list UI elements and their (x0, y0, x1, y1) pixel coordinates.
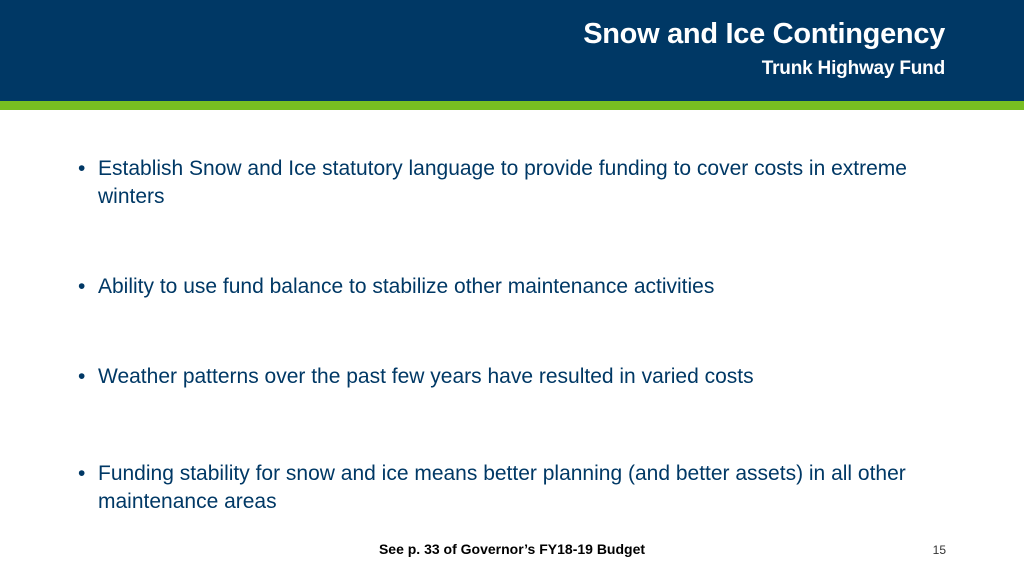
header-bar (0, 0, 1024, 101)
bullet-marker: • (78, 157, 86, 180)
bullet-text: Weather patterns over the past few years have resulted in varied costs (98, 365, 754, 388)
bullet-text: Establish Snow and Ice statutory language to provide funding to cover costs in extreme winters (98, 157, 907, 208)
bullet-item (78, 273, 958, 301)
slide-title: Snow and Ice Contingency (583, 18, 945, 50)
slide-subtitle: Trunk Highway Fund (761, 58, 945, 79)
bullet-item (78, 155, 958, 211)
bullet-text: Ability to use fund balance to stabilize other maintenance activities (98, 275, 715, 298)
bullet-marker: • (78, 365, 86, 388)
bullet-marker: • (78, 275, 86, 298)
bullet-text: Funding stability for snow and ice means better planning (and better assets) in all other maintenance areas (98, 462, 906, 513)
bullet-item (78, 460, 958, 516)
header-accent-stripe (0, 101, 1024, 110)
page-number: 15 (932, 543, 946, 557)
bullet-marker: • (78, 462, 86, 485)
bullet-item (78, 363, 958, 391)
footer-note: See p. 33 of Governor’s FY18-19 Budget (378, 541, 646, 557)
